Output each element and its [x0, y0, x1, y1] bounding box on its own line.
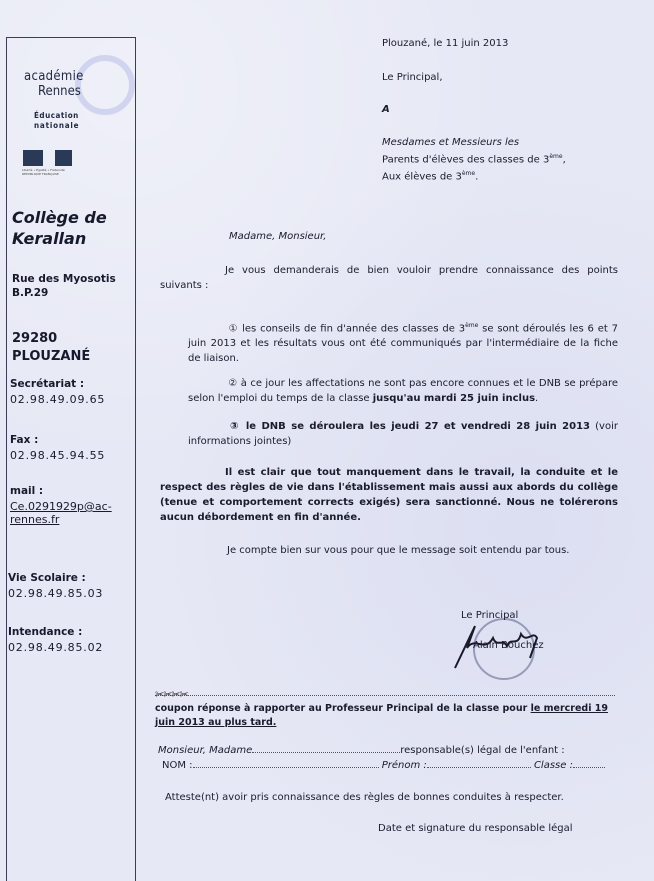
contact-intendance [8, 626, 103, 654]
contact-mail [10, 485, 112, 526]
marianne-logo-icon [23, 150, 43, 166]
intro-paragraph [160, 263, 618, 293]
logo-academie: académie [24, 69, 84, 84]
contact-vie-scolaire [8, 572, 103, 600]
place-date: Plouzané, le 11 juin 2013 [382, 38, 509, 49]
point2-text: ② à ce jour les affectations ne sont pas encore connues et le DNB se prépare selon l'emploi du temps de la classe [188, 378, 618, 404]
parent-label: Monsieur, Madame [158, 745, 253, 756]
postcode: 29280 [12, 331, 58, 346]
contact-secretariat [10, 378, 105, 406]
warning-paragraph [160, 465, 618, 525]
address-po-box: B.P.29 [12, 287, 49, 299]
point-2 [188, 376, 618, 406]
sender: Le Principal, [382, 72, 443, 83]
recipients-line3 [382, 167, 566, 184]
salutation: Madame, Monsieur, [229, 231, 327, 242]
college-name-line1: Collège de [12, 208, 107, 227]
intro-text: Je vous demanderais de bien vouloir prendre connaissance des points suivants : [160, 265, 618, 291]
point1-text: ① les conseils de fin d'année des classes de 3 [228, 323, 466, 335]
coupon-deadline: le mercredi 19 juin 2013 au plus tard. [155, 703, 608, 728]
coupon-instruction-text: coupon réponse à rapporter au Professeur Principal de la classe pour [155, 703, 531, 714]
superscript: ème [549, 153, 563, 160]
point3-bold: ③ le DNB se déroulera les jeudi 27 et vendredi 28 juin 2013 [228, 421, 591, 432]
contact-label: Secrétariat : [10, 378, 85, 390]
coupon-instruction [155, 702, 610, 730]
recipients-line1: Mesdames et Messieurs les [382, 137, 520, 148]
email-link-line1[interactable]: Ce.0291929p@ac- [10, 500, 112, 513]
logo-education: Éducation [34, 111, 79, 120]
signature-block [445, 610, 565, 690]
point2-bold: jusqu'au mardi 25 juin inclus [372, 393, 536, 404]
college-name [12, 207, 132, 249]
contact-label: Vie Scolaire : [8, 572, 86, 584]
contact-phone: 02.98.49.85.02 [8, 641, 104, 654]
logo-nationale: nationale [34, 121, 80, 130]
nom-field[interactable] [193, 767, 379, 768]
seal-watermark-icon [75, 55, 135, 115]
point3-text: (voir informations jointes) [188, 421, 618, 447]
coupon-line-parent [158, 745, 565, 756]
college-address [12, 272, 116, 300]
point1-text-cont: se sont déroulés les 6 et 7 juin 2013 et les résultats vous ont été communiqués par l'intermédiaire de la fiche de liaison. [188, 323, 618, 365]
signature-name: Alain Bouchez [473, 640, 544, 651]
attestation: Atteste(nt) avoir pris connaissance des règles de bonnes conduites à respecter. [165, 792, 564, 803]
superscript: ème [465, 322, 479, 329]
parent-name-field[interactable] [252, 752, 400, 753]
college-name-line2: Kerallan [12, 229, 87, 248]
recipients-line2-text: Parents d'élèves des classes de 3 [382, 154, 550, 166]
college-city [12, 330, 90, 366]
email-link-line2[interactable]: rennes.fr [10, 513, 60, 526]
punctuation: , [562, 154, 566, 166]
handwritten-signature-icon [445, 618, 555, 678]
punctuation: . [475, 171, 479, 183]
to-label: A [382, 104, 390, 115]
prenom-label: Prénom : [381, 760, 427, 771]
closing: Je compte bien sur vous pour que le message soit entendu par tous. [227, 545, 570, 556]
marianne-logo-right-icon [55, 150, 72, 166]
address-street: Rue des Myosotis [12, 273, 116, 285]
parent-suffix: responsable(s) légal de l'enfant : [400, 745, 565, 756]
contact-phone: 02.98.45.94.55 [10, 449, 106, 462]
cut-line [155, 683, 615, 701]
recipients-line3-text: Aux élèves de 3 [382, 171, 462, 183]
classe-label: Classe : [533, 760, 573, 771]
contact-phone: 02.98.49.09.65 [10, 393, 106, 406]
prenom-field[interactable] [427, 767, 531, 768]
contact-label: Intendance : [8, 626, 83, 638]
contact-label: mail : [10, 485, 44, 497]
signature-label: Date et signature du responsable légal [378, 823, 573, 834]
recipients-line2 [382, 150, 566, 167]
recipients [382, 136, 566, 185]
point-1 [188, 318, 618, 366]
warning-text: Il est clair que tout manquement dans le travail, la conduite et le respect des règles de vie dans l'établissement mais aussi aux abords du collège (tenue et comportement corrects exigés) sera sanctionné. Nous ne tolérerons aucun débordement en fin d'année. [160, 467, 618, 523]
point-3 [188, 419, 618, 449]
coupon-line-child [162, 760, 605, 771]
superscript: ème [461, 170, 476, 178]
city: PLOUZANÉ [12, 349, 91, 364]
contact-fax [10, 434, 105, 462]
classe-field[interactable] [573, 767, 605, 768]
punctuation: . [535, 393, 539, 404]
logo-rennes: Rennes [38, 84, 81, 99]
contact-phone: 02.98.49.85.03 [8, 587, 104, 600]
contact-label: Fax : [10, 434, 39, 446]
scissors-icon: ✂✂✂✂ [155, 688, 188, 701]
nom-label: NOM : [162, 760, 193, 771]
signature-title: Le Principal [461, 610, 519, 621]
marianne-caption: Liberté • Égalité • Fraternité RÉPUBLIQUE FRANÇAISE [22, 168, 65, 176]
